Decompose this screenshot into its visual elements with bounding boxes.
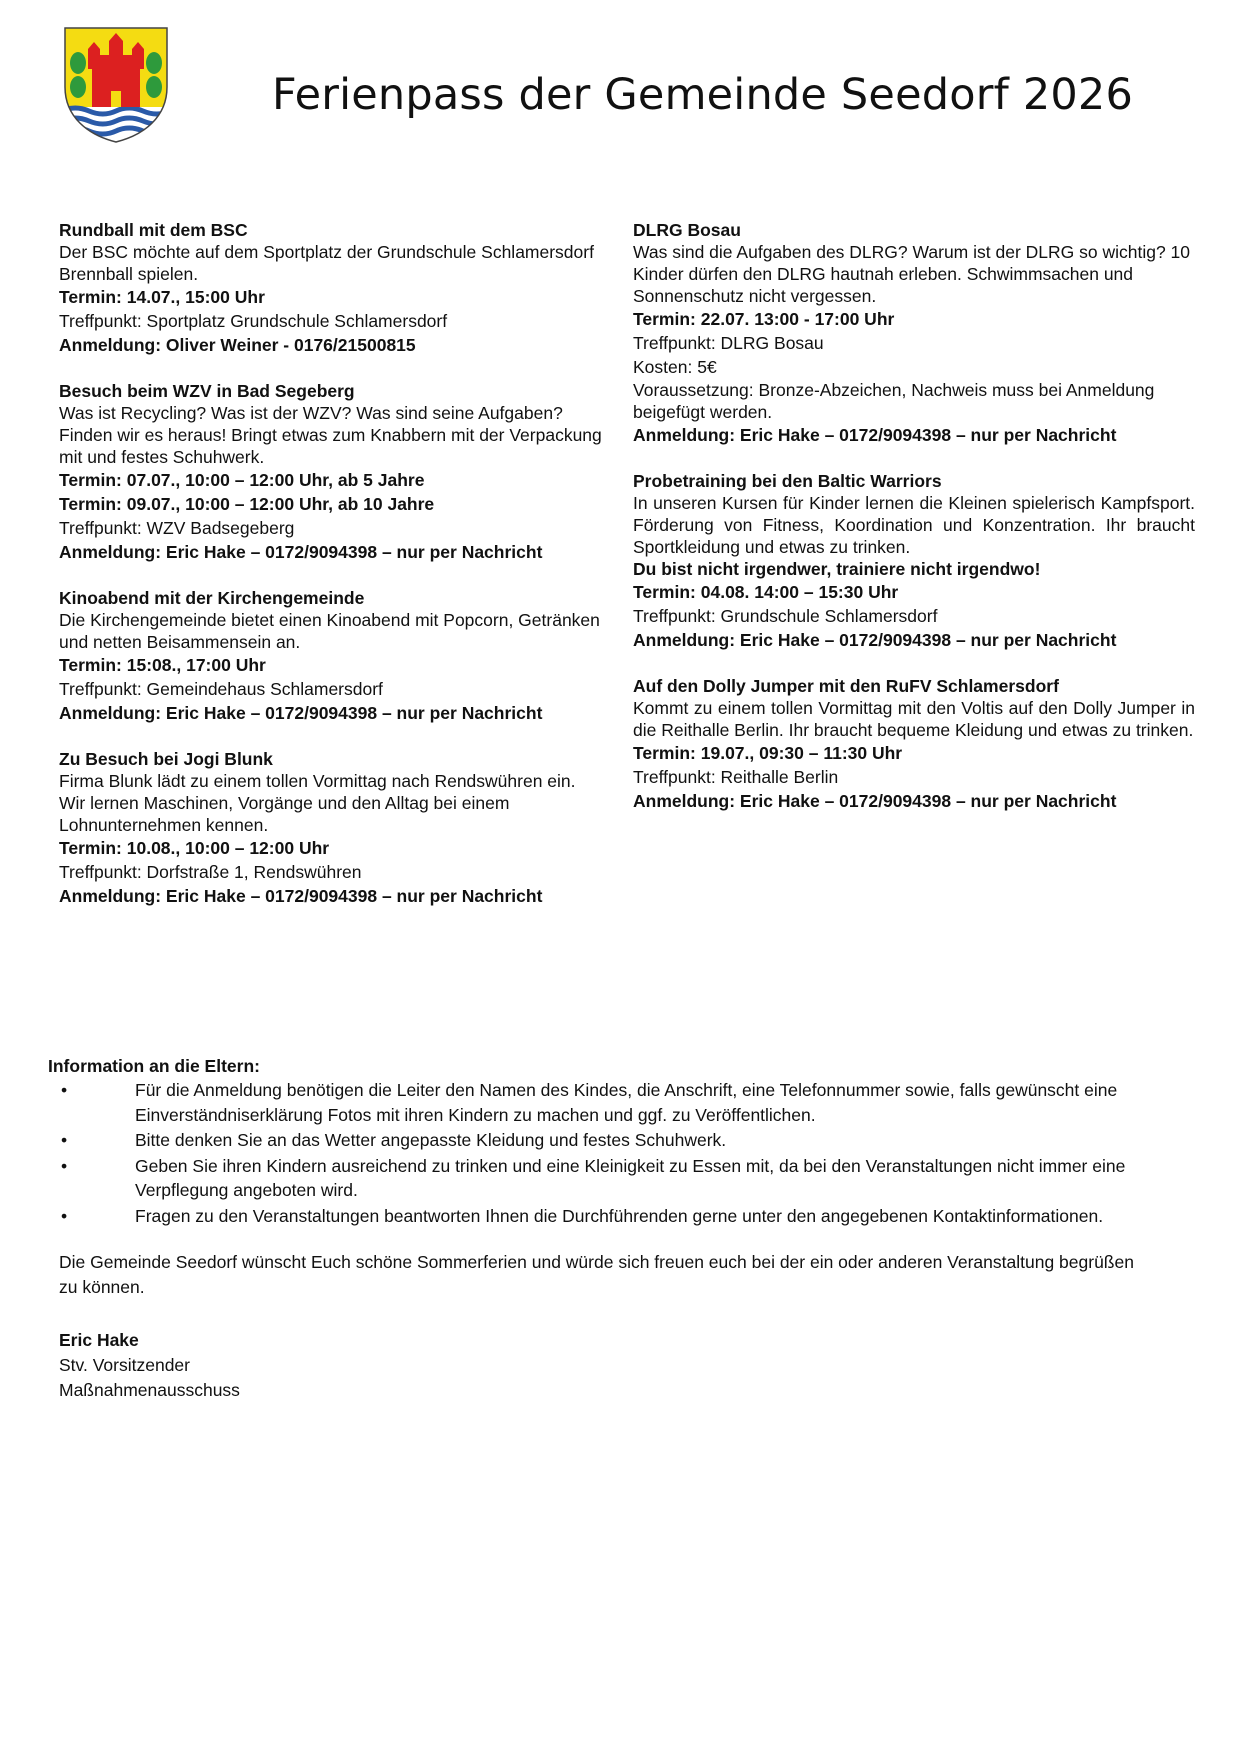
list-item <box>48 1204 1198 1229</box>
event-anmeldung: Anmeldung: Eric Hake – 0172/9094398 – nur per Nachricht <box>633 425 1117 445</box>
signature-committee: Maßnahmenausschuss <box>59 1380 240 1400</box>
list-item <box>48 1128 1198 1153</box>
signature-role: Stv. Vorsitzender <box>59 1355 190 1375</box>
event-wzv <box>59 380 604 564</box>
signature-block <box>59 1328 240 1403</box>
event-termin: Termin: 07.07., 10:00 – 12:00 Uhr, ab 5 Jahre <box>59 470 425 490</box>
event-description: Der BSC möchte auf dem Sportplatz der Grundschule Schlamersdorf Brennball spielen. <box>59 242 594 284</box>
event-anmeldung: Anmeldung: Eric Hake – 0172/9094398 – nur per Nachricht <box>59 542 543 562</box>
event-anmeldung: Anmeldung: Eric Hake – 0172/9094398 – nur per Nachricht <box>59 703 543 723</box>
event-description: Kommt zu einem tollen Vormittag mit den Voltis auf den Dolly Jumper in die Reithalle Berlin. Ihr braucht bequeme Kleidung und etwas zu trinken. <box>633 698 1195 740</box>
coat-of-arms-graphic <box>62 25 170 145</box>
event-treffpunkt: Treffpunkt: Reithalle Berlin <box>633 767 839 787</box>
event-termin: Termin: 10.08., 10:00 – 12:00 Uhr <box>59 838 330 858</box>
event-title: Besuch beim WZV in Bad Segeberg <box>59 381 355 401</box>
event-baltic-warriors <box>633 470 1195 652</box>
event-termin-2: Termin: 09.07., 10:00 – 12:00 Uhr, ab 10 Jahre <box>59 494 435 514</box>
parent-info-section <box>48 1054 1198 1229</box>
event-termin: Termin: 15:08., 17:00 Uhr <box>59 655 266 675</box>
event-description: Was sind die Aufgaben des DLRG? Warum ist der DLRG so wichtig? 10 Kinder dürfen den DLRG hautnah erleben. Schwimmsachen und Sonnenschutz nicht vergessen. <box>633 242 1191 306</box>
event-voraussetzung: Voraussetzung: Bronze-Abzeichen, Nachweis muss bei Anmeldung beigefügt werden. <box>633 380 1155 422</box>
parent-info-list <box>48 1078 1198 1228</box>
event-anmeldung: Anmeldung: Eric Hake – 0172/9094398 – nur per Nachricht <box>59 886 543 906</box>
left-event-column <box>59 219 604 931</box>
event-description: In unseren Kursen für Kinder lernen die Kleinen spielerisch Kampfsport. Förderung von Fitness, Koordination und Konzentration. Ihr braucht Sportkleidung und etwas zu trinken. <box>633 493 1195 557</box>
event-rundball <box>59 219 604 357</box>
event-treffpunkt: Treffpunkt: Sportplatz Grundschule Schlamersdorf <box>59 311 448 331</box>
bullet-icon: • <box>61 1155 68 1176</box>
signature-name: Eric Hake <box>59 1330 139 1350</box>
event-termin: Termin: 04.08. 14:00 – 15:30 Uhr <box>633 582 899 602</box>
event-treffpunkt: Treffpunkt: WZV Badsegeberg <box>59 518 295 538</box>
parent-info-title: Information an die Eltern: <box>48 1056 260 1076</box>
event-treffpunkt: Treffpunkt: DLRG Bosau <box>633 333 824 353</box>
event-treffpunkt: Treffpunkt: Gemeindehaus Schlamersdorf <box>59 679 383 699</box>
event-description: Firma Blunk lädt zu einem tollen Vormittag nach Rendswühren ein. Wir lernen Maschinen, Vorgänge und den Alltag bei einem Lohnunternehmen kennen. <box>59 771 576 835</box>
event-anmeldung: Anmeldung: Eric Hake – 0172/9094398 – nur per Nachricht <box>633 630 1117 650</box>
bullet-icon: • <box>61 1205 68 1226</box>
event-title: Rundball mit dem BSC <box>59 220 248 240</box>
event-title: Kinoabend mit der Kirchengemeinde <box>59 588 365 608</box>
event-kinoabend <box>59 587 604 725</box>
coat-of-arms-icon <box>62 25 170 145</box>
list-item-text: Bitte denken Sie an das Wetter angepasste Kleidung und festes Schuhwerk. <box>135 1130 727 1150</box>
event-description: Was ist Recycling? Was ist der WZV? Was sind seine Aufgaben? Finden wir es heraus! Bringt etwas zum Knabbern mit der Verpackung mit und festes Schuhwerk. <box>59 403 602 467</box>
event-termin: Termin: 22.07. 13:00 - 17:00 Uhr <box>633 309 895 329</box>
event-treffpunkt: Treffpunkt: Grundschule Schlamersdorf <box>633 606 938 626</box>
event-termin: Termin: 14.07., 15:00 Uhr <box>59 287 265 307</box>
event-treffpunkt: Treffpunkt: Dorfstraße 1, Rendswühren <box>59 862 362 882</box>
list-item-text: Geben Sie ihren Kindern ausreichend zu trinken und eine Kleinigkeit zu Essen mit, da bei den Veranstaltungen nicht immer eine Verpflegung angeboten wird. <box>135 1155 1126 1200</box>
event-anmeldung: Anmeldung: Eric Hake – 0172/9094398 – nur per Nachricht <box>633 791 1117 811</box>
event-title: Probetraining bei den Baltic Warriors <box>633 471 942 491</box>
list-item-text: Für die Anmeldung benötigen die Leiter den Namen des Kindes, die Anschrift, eine Telefonnummer sowie, falls gewünscht eine Einverständniserklärung Fotos mit ihren Kindern zu machen und ggf. zu Veröffentlichen. <box>135 1080 1118 1125</box>
event-kosten: Kosten: 5€ <box>633 357 717 377</box>
event-title: Auf den Dolly Jumper mit den RuFV Schlamersdorf <box>633 676 1059 696</box>
event-termin: Termin: 19.07., 09:30 – 11:30 Uhr <box>633 743 903 763</box>
event-dolly-jumper <box>633 675 1195 813</box>
event-jogi-blunk <box>59 748 604 908</box>
event-description: Die Kirchengemeinde bietet einen Kinoabend mit Popcorn, Getränken und netten Beisammensein an. <box>59 610 600 652</box>
bullet-icon: • <box>61 1130 68 1150</box>
event-title: DLRG Bosau <box>633 220 741 240</box>
list-item <box>48 1154 1198 1203</box>
closing-paragraph: Die Gemeinde Seedorf wünscht Euch schöne Sommerferien und würde sich freuen euch bei der ein oder anderen Veranstaltung begrüßen zu können. <box>59 1252 1134 1297</box>
event-dlrg <box>633 219 1195 447</box>
right-event-column <box>633 219 1195 836</box>
page-title: Ferienpass der Gemeinde Seedorf 2026 <box>272 70 1134 120</box>
list-item <box>48 1078 1198 1127</box>
event-slogan: Du bist nicht irgendwer, trainiere nicht irgendwo! <box>633 559 1041 579</box>
bullet-icon: • <box>61 1080 68 1100</box>
list-item-text: Fragen zu den Veranstaltungen beantworten Ihnen die Durchführenden gerne unter den angegebenen Kontaktinformationen. <box>135 1205 1104 1226</box>
event-title: Zu Besuch bei Jogi Blunk <box>59 749 273 769</box>
event-anmeldung: Anmeldung: Oliver Weiner - 0176/21500815 <box>59 335 416 355</box>
